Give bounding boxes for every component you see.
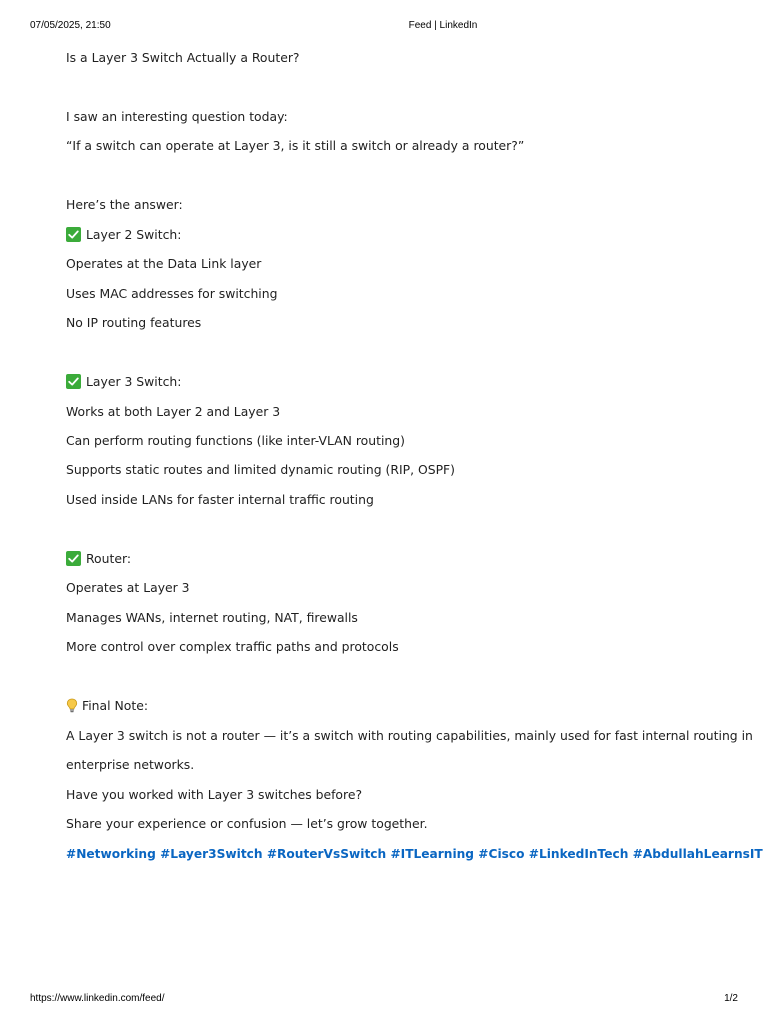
list-item: More control over complex traffic paths and protocols: [66, 639, 399, 654]
final-note-text-line1: A Layer 3 switch is not a router — it’s a switch with routing capabilities, mainly used for fast internal routing in: [66, 728, 753, 743]
print-footer: [0, 993, 768, 1007]
cta-question: Have you worked with Layer 3 switches before?: [66, 787, 363, 802]
list-item: Operates at Layer 3: [66, 580, 190, 595]
hashtag-link[interactable]: #RouterVsSwitch: [266, 847, 387, 861]
hashtag-link[interactable]: #Networking: [66, 847, 156, 861]
print-url[interactable]: https://www.linkedin.com/feed/: [30, 993, 165, 1004]
section-heading-layer3: [66, 372, 181, 392]
post-question: “If a switch can operate at Layer 3, is it still a switch or already a router?”: [66, 138, 525, 153]
list-item: Operates at the Data Link layer: [66, 256, 262, 271]
check-mark-icon: [66, 551, 81, 566]
post-intro: I saw an interesting question today:: [66, 109, 288, 124]
section-heading-label: Layer 2 Switch:: [86, 227, 182, 242]
final-note-text-line2: enterprise networks.: [66, 757, 195, 772]
list-item: Used inside LANs for faster internal traffic routing: [66, 492, 374, 507]
check-mark-icon: [66, 374, 81, 389]
hashtag-link[interactable]: #LinkedInTech: [528, 847, 629, 861]
section-heading-label: Layer 3 Switch:: [86, 374, 182, 389]
hashtag-list: [66, 844, 763, 864]
print-page-title: Feed | LinkedIn: [408, 20, 478, 31]
post-title: Is a Layer 3 Switch Actually a Router?: [66, 50, 300, 65]
list-item: Supports static routes and limited dynamic routing (RIP, OSPF): [66, 462, 456, 477]
list-item: Uses MAC addresses for switching: [66, 286, 278, 301]
section-heading-router: [66, 549, 131, 569]
cta-share: Share your experience or confusion — let’s grow together.: [66, 816, 428, 831]
hashtag-link[interactable]: #ITLearning: [390, 847, 475, 861]
list-item: Can perform routing functions (like inter-VLAN routing): [66, 433, 405, 448]
light-bulb-icon: [66, 698, 78, 713]
hashtag-link[interactable]: #AbdullahLearnsIT: [632, 847, 763, 861]
section-heading-label: Router:: [86, 551, 132, 566]
print-datetime: 07/05/2025, 21:50: [30, 20, 111, 31]
print-page-number: 1/2: [724, 993, 738, 1004]
list-item: No IP routing features: [66, 315, 202, 330]
final-note-label: Final Note:: [82, 698, 149, 713]
list-item: Manages WANs, internet routing, NAT, firewalls: [66, 610, 358, 625]
check-mark-icon: [66, 227, 81, 242]
post-answer-lead: Here’s the answer:: [66, 197, 183, 212]
hashtag-link[interactable]: #Layer3Switch: [160, 847, 263, 861]
hashtag-link[interactable]: #Cisco: [478, 847, 525, 861]
print-header: [0, 20, 768, 34]
final-note-heading: [66, 696, 148, 716]
list-item: Works at both Layer 2 and Layer 3: [66, 404, 281, 419]
section-heading-layer2: [66, 225, 181, 245]
